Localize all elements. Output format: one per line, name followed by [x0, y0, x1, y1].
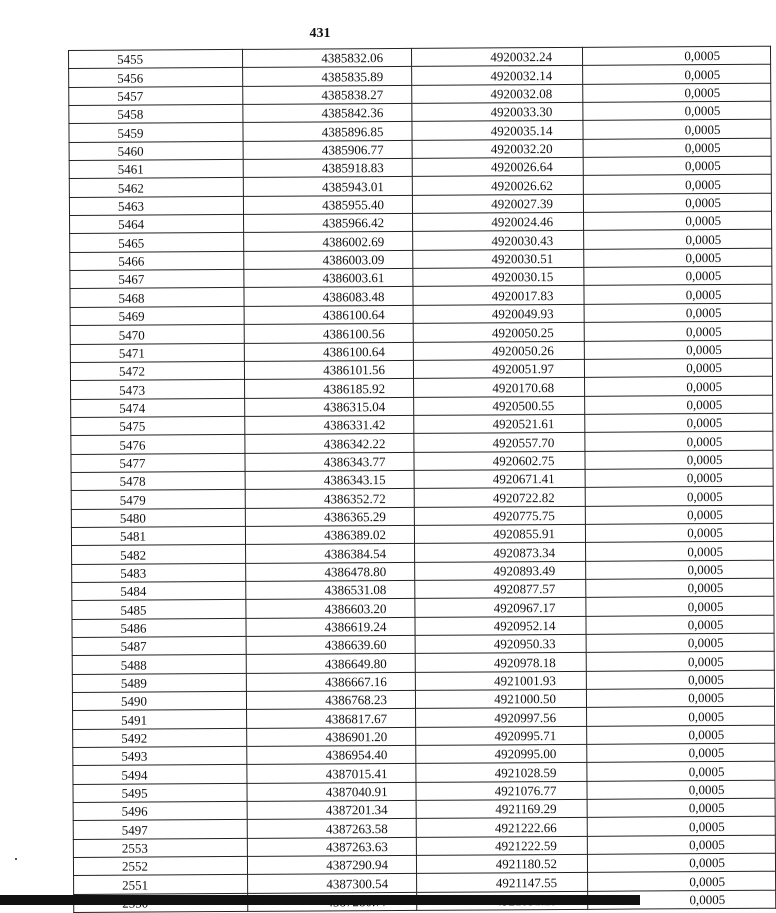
accuracy-cell: 0,0005: [586, 615, 774, 634]
point-number-cell: 5475: [71, 416, 245, 435]
point-number-cell: 2553: [73, 838, 247, 857]
x-coordinate-cell: 4386603.20: [246, 599, 415, 618]
point-number-cell: 5496: [73, 802, 247, 821]
y-coordinate-cell: 4921076.77: [416, 781, 587, 800]
point-number-cell: 5466: [70, 251, 244, 270]
point-number-cell: 5462: [69, 178, 243, 197]
point-number-cell: 5492: [73, 728, 247, 747]
accuracy-cell: 0,0005: [585, 468, 773, 487]
y-coordinate-cell: 4920521.61: [414, 414, 585, 433]
x-coordinate-cell: 4386619.24: [246, 617, 415, 636]
y-coordinate-cell: 4921001.93: [415, 671, 586, 690]
y-coordinate-cell: 4920978.18: [415, 653, 586, 672]
accuracy-cell: 0,0005: [583, 138, 771, 157]
y-coordinate-cell: 4920033.30: [412, 102, 583, 121]
y-coordinate-cell: 4920170.68: [414, 378, 585, 397]
point-number-cell: 5497: [73, 820, 247, 839]
y-coordinate-cell: 4920855.91: [414, 524, 585, 543]
x-coordinate-cell: 4386954.40: [247, 745, 416, 764]
accuracy-cell: 0,0005: [586, 578, 774, 597]
accuracy-cell: 0,0005: [585, 376, 773, 395]
point-number-cell: 5488: [72, 655, 246, 674]
x-coordinate-cell: 4385918.83: [243, 158, 412, 177]
x-coordinate-cell: 4386384.54: [246, 544, 415, 563]
y-coordinate-cell: 4920995.71: [416, 726, 587, 745]
accuracy-cell: 0,0005: [588, 890, 776, 909]
accuracy-cell: 0,0005: [583, 120, 771, 139]
point-number-cell: 5479: [71, 490, 245, 509]
y-coordinate-cell: 4920775.75: [414, 506, 585, 525]
point-number-cell: 5455: [69, 49, 243, 68]
x-coordinate-cell: 4386343.77: [245, 452, 414, 471]
coordinates-table-body: [69, 46, 776, 912]
accuracy-cell: 0,0005: [586, 560, 774, 579]
accuracy-cell: 0,0005: [585, 413, 773, 432]
y-coordinate-cell: 4920027.39: [412, 194, 583, 213]
x-coordinate-cell: 4386331.42: [245, 415, 414, 434]
point-number-cell: 5471: [70, 343, 244, 362]
point-number-cell: 5473: [71, 380, 245, 399]
point-number-cell: 5463: [69, 196, 243, 215]
x-coordinate-cell: 4386002.69: [244, 232, 413, 251]
point-number-cell: 5472: [70, 361, 244, 380]
point-number-cell: 5491: [73, 710, 247, 729]
accuracy-cell: 0,0005: [585, 431, 773, 450]
y-coordinate-cell: 4920032.08: [412, 84, 583, 103]
point-number-cell: 5478: [71, 471, 245, 490]
accuracy-cell: 0,0005: [586, 652, 774, 671]
point-number-cell: 5477: [71, 453, 245, 472]
x-coordinate-cell: 4385896.85: [243, 122, 412, 141]
scan-speck: [15, 858, 17, 860]
x-coordinate-cell: 4387290.94: [247, 856, 416, 875]
accuracy-cell: 0,0005: [583, 101, 771, 120]
x-coordinate-cell: 4386667.16: [246, 672, 415, 691]
x-coordinate-cell: 4386478.80: [246, 562, 415, 581]
y-coordinate-cell: 4920893.49: [415, 561, 586, 580]
x-coordinate-cell: 4386352.72: [245, 489, 414, 508]
point-number-cell: 5458: [69, 104, 243, 123]
accuracy-cell: 0,0005: [588, 872, 776, 891]
accuracy-cell: 0,0005: [583, 175, 771, 194]
point-number-cell: 5481: [71, 526, 245, 545]
accuracy-cell: 0,0005: [584, 248, 772, 267]
y-coordinate-cell: 4920500.55: [414, 396, 585, 415]
point-number-cell: 5493: [73, 746, 247, 765]
accuracy-cell: 0,0005: [585, 395, 773, 414]
x-coordinate-cell: 4387040.91: [247, 782, 416, 801]
point-number-cell: 5456: [69, 68, 243, 87]
accuracy-cell: 0,0005: [584, 266, 772, 285]
x-coordinate-cell: 4387201.34: [247, 800, 416, 819]
y-coordinate-cell: 4920873.34: [415, 543, 586, 562]
x-coordinate-cell: 4386343.15: [245, 470, 414, 489]
accuracy-cell: 0,0005: [583, 156, 771, 175]
accuracy-cell: 0,0005: [587, 817, 775, 836]
accuracy-cell: 0,0005: [583, 193, 771, 212]
x-coordinate-cell: 4386083.48: [244, 287, 413, 306]
accuracy-cell: 0,0005: [587, 798, 775, 817]
accuracy-cell: 0,0005: [584, 230, 772, 249]
y-coordinate-cell: 4920026.62: [412, 176, 583, 195]
y-coordinate-cell: 4920722.82: [414, 488, 585, 507]
point-number-cell: 5467: [70, 270, 244, 289]
accuracy-cell: 0,0005: [583, 65, 771, 84]
accuracy-cell: 0,0005: [585, 505, 773, 524]
accuracy-cell: 0,0005: [587, 743, 775, 762]
x-coordinate-cell: 4386768.23: [246, 690, 415, 709]
x-coordinate-cell: 4385943.01: [243, 177, 412, 196]
y-coordinate-cell: 4920997.56: [416, 708, 587, 727]
y-coordinate-cell: 4920952.14: [415, 616, 586, 635]
accuracy-cell: 0,0005: [586, 597, 774, 616]
point-number-cell: 5495: [73, 783, 247, 802]
x-coordinate-cell: 4387300.54: [248, 874, 417, 893]
point-number-cell: 5489: [72, 673, 246, 692]
y-coordinate-cell: 4921169.29: [416, 799, 587, 818]
point-number-cell: 5465: [70, 233, 244, 252]
point-number-cell: 5470: [70, 325, 244, 344]
point-number-cell: 5480: [71, 508, 245, 527]
x-coordinate-cell: 4386100.64: [244, 342, 413, 361]
y-coordinate-cell: 4920017.83: [413, 286, 584, 305]
x-coordinate-cell: 4386342.22: [245, 434, 414, 453]
point-number-cell: 2552: [73, 857, 247, 876]
point-number-cell: 2551: [74, 875, 248, 894]
point-number-cell: 5494: [73, 765, 247, 784]
x-coordinate-cell: 4385955.40: [243, 195, 412, 214]
y-coordinate-cell: 4921222.59: [416, 836, 587, 855]
x-coordinate-cell: 4385906.77: [243, 140, 412, 159]
y-coordinate-cell: 4920026.64: [412, 157, 583, 176]
accuracy-cell: 0,0005: [584, 211, 772, 230]
x-coordinate-cell: 4386100.56: [244, 324, 413, 343]
y-coordinate-cell: 4920967.17: [415, 598, 586, 617]
y-coordinate-cell: 4920035.14: [412, 121, 583, 140]
point-number-cell: 5457: [69, 86, 243, 105]
accuracy-cell: 0,0005: [584, 358, 772, 377]
point-number-cell: 5476: [71, 435, 245, 454]
point-number-cell: 5484: [72, 581, 246, 600]
x-coordinate-cell: 4386315.04: [245, 397, 414, 416]
accuracy-cell: 0,0005: [586, 541, 774, 560]
y-coordinate-cell: 4920030.15: [413, 267, 584, 286]
y-coordinate-cell: 4920032.20: [412, 139, 583, 158]
x-coordinate-cell: 4385832.06: [242, 48, 411, 67]
point-number-cell: 5464: [70, 215, 244, 234]
y-coordinate-cell: 4921222.66: [416, 818, 587, 837]
x-coordinate-cell: 4387263.63: [247, 837, 416, 856]
x-coordinate-cell: 4386817.67: [247, 709, 416, 728]
x-coordinate-cell: 4385835.89: [243, 67, 412, 86]
y-coordinate-cell: 4921180.52: [416, 854, 587, 873]
x-coordinate-cell: 4386901.20: [247, 727, 416, 746]
x-coordinate-cell: 4385966.42: [244, 213, 413, 232]
x-coordinate-cell: 4385838.27: [243, 85, 412, 104]
y-coordinate-cell: 4920050.25: [413, 323, 584, 342]
y-coordinate-cell: 4920030.51: [413, 249, 584, 268]
point-number-cell: 5474: [71, 398, 245, 417]
x-coordinate-cell: 4387263.58: [247, 819, 416, 838]
point-number-cell: 5468: [70, 288, 244, 307]
accuracy-cell: 0,0005: [586, 670, 774, 689]
y-coordinate-cell: 4920032.14: [412, 66, 583, 85]
accuracy-cell: 0,0005: [585, 486, 773, 505]
y-coordinate-cell: 4920602.75: [414, 451, 585, 470]
accuracy-cell: 0,0005: [587, 853, 775, 872]
scan-bottom-edge: [0, 895, 640, 905]
y-coordinate-cell: 4920024.46: [413, 212, 584, 231]
coordinates-table: [68, 46, 776, 913]
accuracy-cell: 0,0005: [584, 321, 772, 340]
x-coordinate-cell: 4386639.60: [246, 635, 415, 654]
x-coordinate-cell: 4386100.64: [244, 305, 413, 324]
accuracy-cell: 0,0005: [583, 83, 771, 102]
point-number-cell: 5469: [70, 306, 244, 325]
point-number-cell: 5490: [72, 691, 246, 710]
point-number-cell: 5482: [72, 545, 246, 564]
x-coordinate-cell: 4385842.36: [243, 103, 412, 122]
accuracy-cell: 0,0005: [584, 303, 772, 322]
point-number-cell: 5483: [72, 563, 246, 582]
point-number-cell: 5461: [69, 159, 243, 178]
accuracy-cell: 0,0005: [587, 835, 775, 854]
y-coordinate-cell: 4920030.43: [413, 231, 584, 250]
accuracy-cell: 0,0005: [586, 633, 774, 652]
x-coordinate-cell: 4386003.09: [244, 250, 413, 269]
y-coordinate-cell: 4920032.24: [411, 47, 582, 66]
y-coordinate-cell: 4921000.50: [415, 689, 586, 708]
accuracy-cell: 0,0005: [584, 285, 772, 304]
y-coordinate-cell: 4921147.55: [417, 873, 588, 892]
y-coordinate-cell: 4920050.26: [413, 341, 584, 360]
y-coordinate-cell: 4920051.97: [413, 359, 584, 378]
x-coordinate-cell: 4386649.80: [246, 654, 415, 673]
x-coordinate-cell: 4386003.61: [244, 269, 413, 288]
accuracy-cell: 0,0005: [586, 688, 774, 707]
accuracy-cell: 0,0005: [587, 707, 775, 726]
y-coordinate-cell: 4920557.70: [414, 433, 585, 452]
y-coordinate-cell: 4921028.59: [416, 763, 587, 782]
x-coordinate-cell: 4386101.56: [244, 360, 413, 379]
y-coordinate-cell: 4920671.41: [414, 469, 585, 488]
coordinates-table-container: [68, 47, 726, 913]
page-number: 431: [309, 26, 331, 41]
point-number-cell: 5487: [72, 636, 246, 655]
x-coordinate-cell: 4386365.29: [245, 507, 414, 526]
accuracy-cell: 0,0005: [585, 450, 773, 469]
point-number-cell: 5485: [72, 600, 246, 619]
accuracy-cell: 0,0005: [584, 340, 772, 359]
x-coordinate-cell: 4387015.41: [247, 764, 416, 783]
accuracy-cell: 0,0005: [582, 46, 770, 65]
y-coordinate-cell: 4920877.57: [415, 579, 586, 598]
accuracy-cell: 0,0005: [587, 762, 775, 781]
point-number-cell: 5459: [69, 123, 243, 142]
x-coordinate-cell: 4386185.92: [245, 379, 414, 398]
x-coordinate-cell: 4386531.08: [246, 580, 415, 599]
x-coordinate-cell: 4386389.02: [245, 525, 414, 544]
point-number-cell: 5460: [69, 141, 243, 160]
accuracy-cell: 0,0005: [587, 780, 775, 799]
accuracy-cell: 0,0005: [587, 725, 775, 744]
y-coordinate-cell: 4920995.00: [416, 744, 587, 763]
accuracy-cell: 0,0005: [585, 523, 773, 542]
point-number-cell: 5486: [72, 618, 246, 637]
y-coordinate-cell: 4920049.93: [413, 304, 584, 323]
y-coordinate-cell: 4920950.33: [415, 634, 586, 653]
